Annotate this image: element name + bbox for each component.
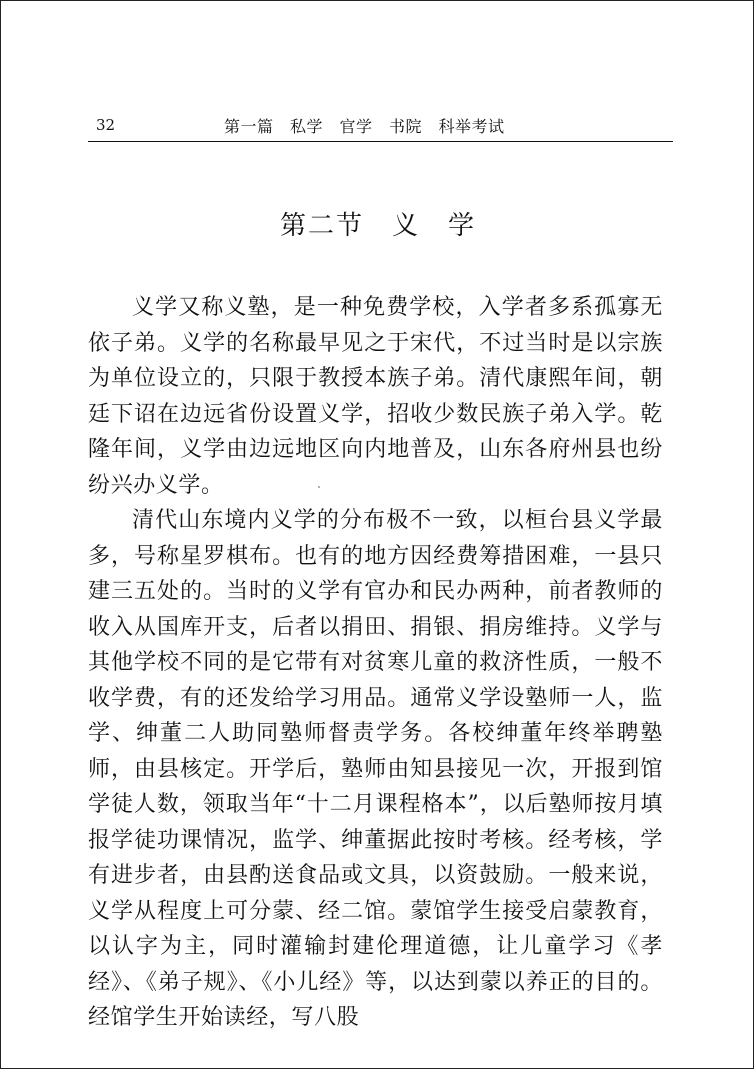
- paragraph-1: 义学又称义塾，是一种免费学校，入学者多系孤寡无依子弟。义学的名称最早见之于宋代，不过当时是以宗族为单位设立的，只限于教授本族子弟。清代康熙年间，朝廷下诏在边远省份设置义学，招收少数民族子弟入学。乾隆年间，义学由边远地区向内地普及，山东各府州县也纷纷兴办义学。: [88, 295, 663, 498]
- scan-speck: [318, 486, 320, 488]
- body-text: [88, 290, 663, 1036]
- section-title: 第二节 义 学: [279, 211, 476, 241]
- paragraph-2: 清代山东境内义学的分布极不一致，以桓台县义学最多，号称星罗棋布。也有的地方因经费筹措困难，一县只建三五处的。当时的义学有官办和民办两种，前者教师的收入从国库开支，后者以捐田、捐银、捐房维持。义学与其他学校不同的是它带有对贫寒儿童的救济性质，一般不收学费，有的还发给学习用品。通常义学设塾师一人，监学、绅董二人助同塾师督责学务。各校绅董年终举聘塾师，由县核定。开学后，塾师由知县接见一次，开报到馆学徒人数，领取当年“十二月课程格本”，以后塾师按月填报学徒功课情况，监学、绅董据此按时考核。经考核，学有进步者，由县酌送食品或文具，以资鼓励。一般来说，义学从程度上可分蒙、经二馆。蒙馆学生接受启蒙教育，以认字为主，同时灌输封建伦理道德，让儿童学习《孝经》、《弟子规》、《小儿经》等，以达到蒙以养正的目的。经馆学生开始读经，写八股: [88, 508, 663, 1030]
- running-header-title: 第一篇 私学 官学 书院 科举考试: [224, 117, 505, 136]
- page-number: 32: [96, 116, 116, 134]
- running-header: [88, 112, 673, 142]
